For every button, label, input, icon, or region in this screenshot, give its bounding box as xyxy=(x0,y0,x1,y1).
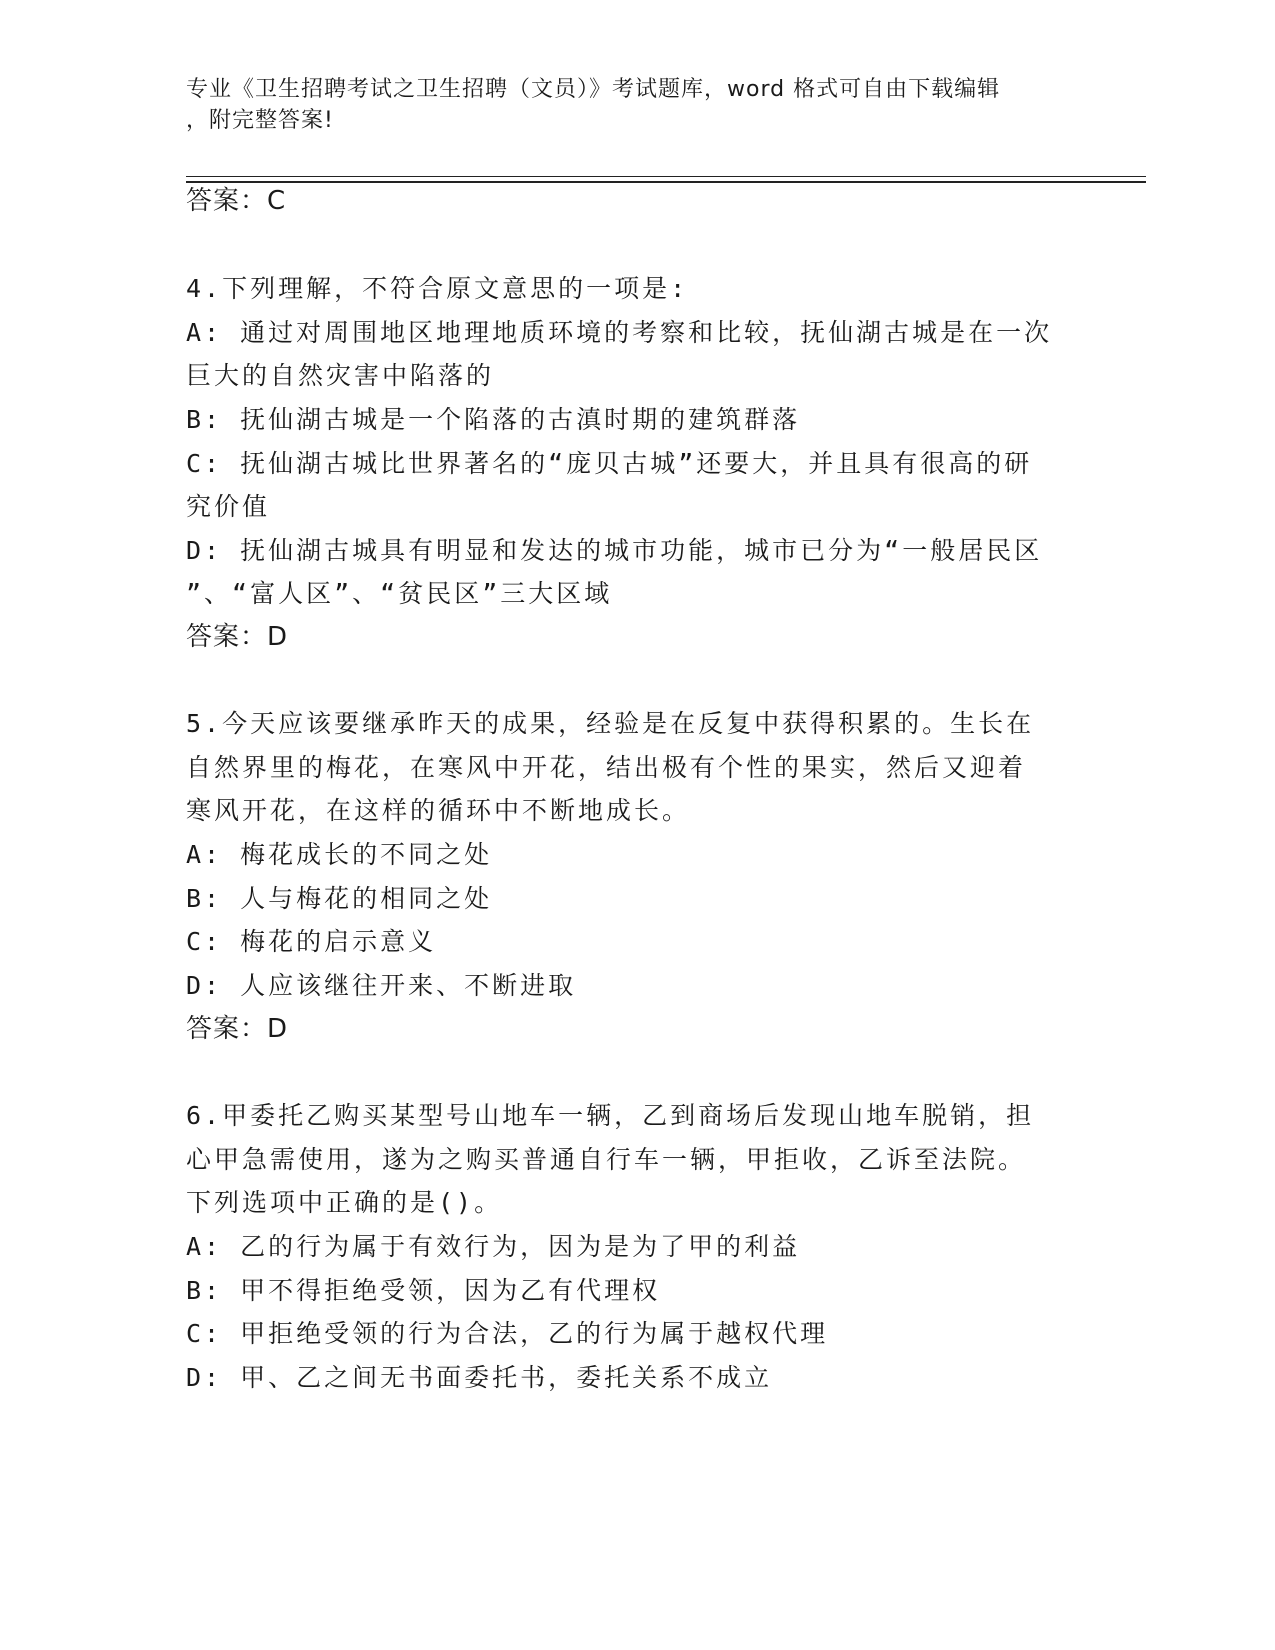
q5-option-d: D: 人应该继往开来、不断进取 xyxy=(186,971,577,1000)
header-line-2: ，附完整答案! xyxy=(186,108,334,133)
q4-option-d-cont: ”、“富人区”、“贫民区”三大区域 xyxy=(186,579,613,608)
q6-option-a: A: 乙的行为属于有效行为，因为是为了甲的利益 xyxy=(186,1232,801,1261)
q5-option-a: A: 梅花成长的不同之处 xyxy=(186,840,493,869)
header-divider-thin xyxy=(186,176,1146,177)
q5-stem-2: 自然界里的梅花，在寒风中开花，结出极有个性的果实，然后又迎着 xyxy=(186,753,1027,782)
q4-option-c-cont: 究价值 xyxy=(186,492,271,521)
q4-option-d: D: 抚仙湖古城具有明显和发达的城市功能，城市已分为“一般居民区 xyxy=(186,536,1043,565)
q4-option-c: C: 抚仙湖古城比世界著名的“庞贝古城”还要大，并且具有很高的研 xyxy=(186,449,1033,478)
q6-stem-1: 6.甲委托乙购买某型号山地车一辆，乙到商场后发现山地车脱销，担 xyxy=(186,1101,1035,1130)
q4-option-a-cont: 巨大的自然灾害中陷落的 xyxy=(186,361,495,390)
q4-stem: 4.下列理解，不符合原文意思的一项是: xyxy=(186,274,689,303)
q5-answer: 答案：D xyxy=(186,1014,289,1044)
q4-option-b: B: 抚仙湖古城是一个陷落的古滇时期的建筑群落 xyxy=(186,405,801,434)
header-divider-thick xyxy=(186,181,1146,183)
q6-option-d: D: 甲、乙之间无书面委托书，委托关系不成立 xyxy=(186,1363,773,1392)
q5-option-c: C: 梅花的启示意义 xyxy=(186,927,437,956)
q5-stem-1: 5.今天应该要继承昨天的成果，经验是在反复中获得积累的。生长在 xyxy=(186,709,1035,738)
q6-option-c: C: 甲拒绝受领的行为合法，乙的行为属于越权代理 xyxy=(186,1319,829,1348)
q4-answer: 答案：D xyxy=(186,622,289,652)
answer-previous: 答案：C xyxy=(186,186,287,216)
q6-stem-3: 下列选项中正确的是()。 xyxy=(186,1188,503,1217)
q6-option-b: B: 甲不得拒绝受领，因为乙有代理权 xyxy=(186,1276,661,1305)
q6-stem-2: 心甲急需使用，遂为之购买普通自行车一辆，甲拒收，乙诉至法院。 xyxy=(186,1145,1027,1174)
q5-option-b: B: 人与梅花的相同之处 xyxy=(186,884,493,913)
document-header xyxy=(186,74,1066,136)
q5-stem-3: 寒风开花，在这样的循环中不断地成长。 xyxy=(186,796,691,825)
q4-option-a: A: 通过对周围地区地理地质环境的考察和比较，抚仙湖古城是在一次 xyxy=(186,318,1053,347)
header-line-1: 专业《卫生招聘考试之卫生招聘（文员）》考试题库，word 格式可自由下载编辑 xyxy=(186,77,1001,102)
